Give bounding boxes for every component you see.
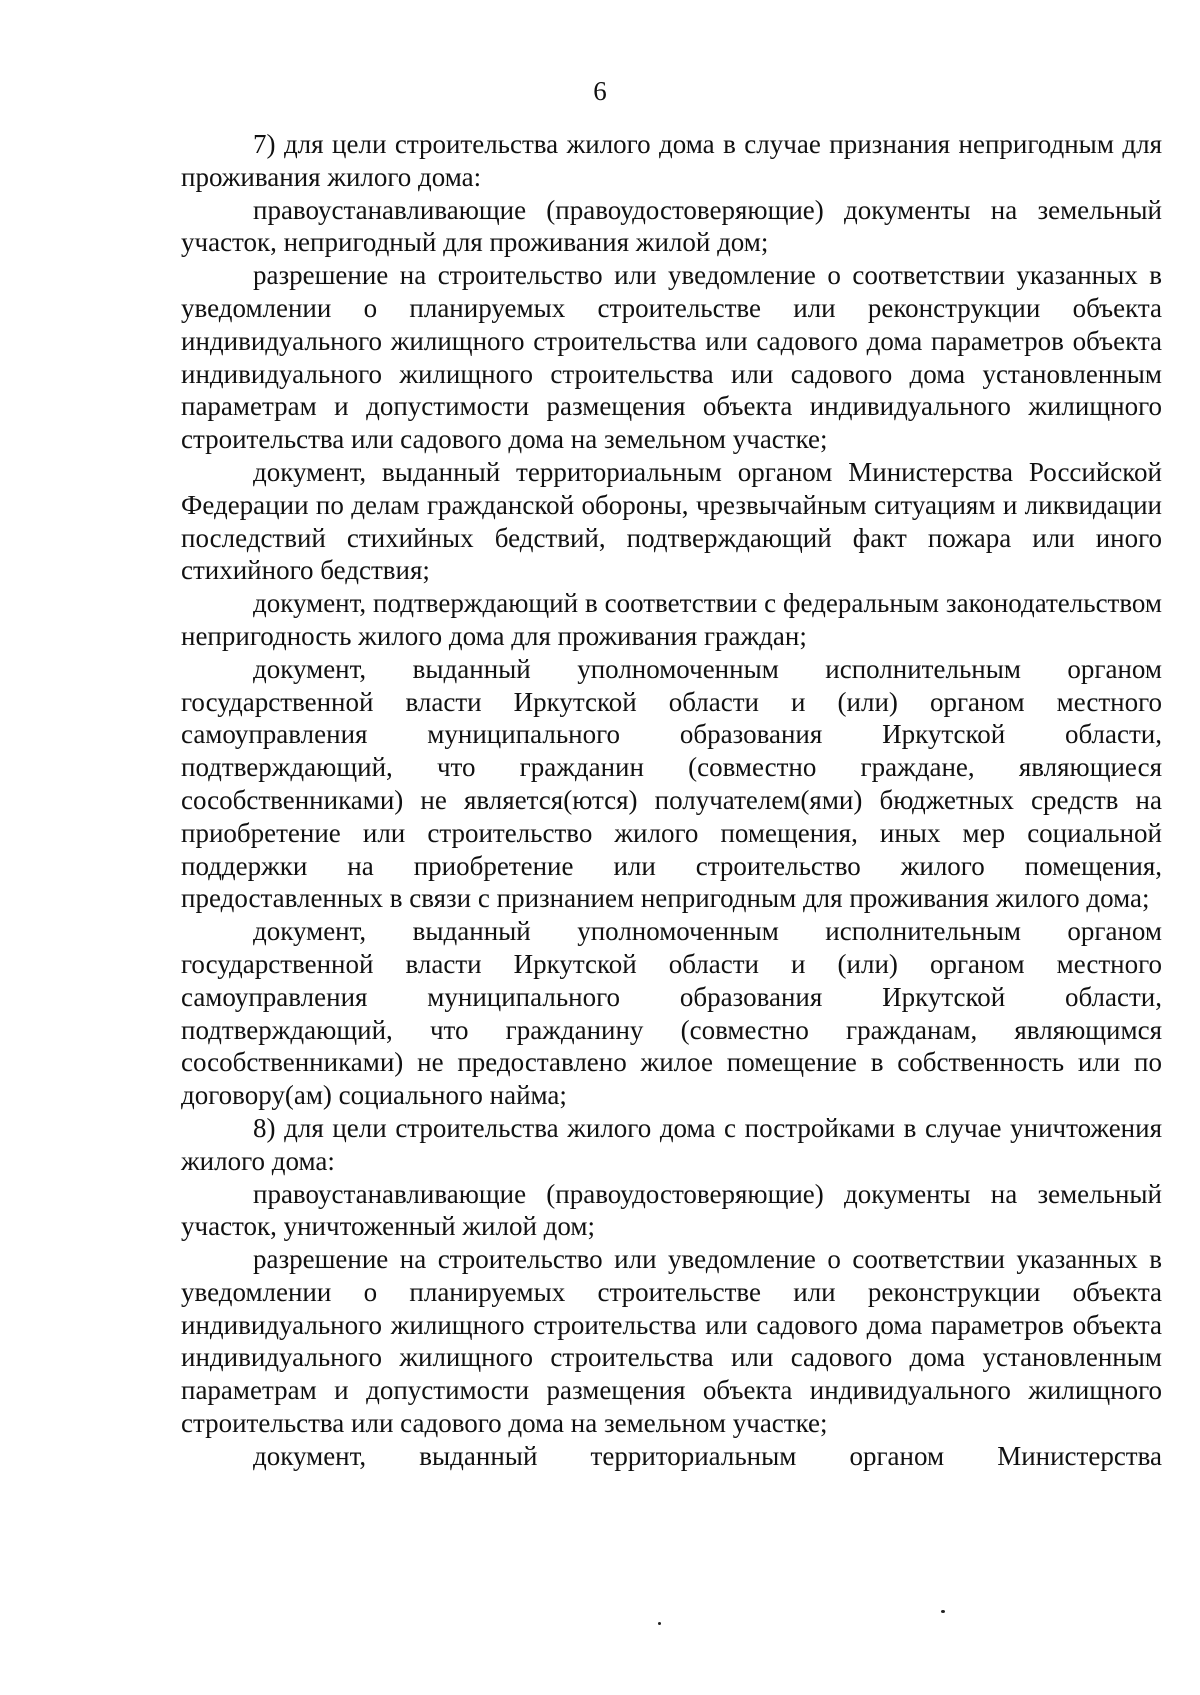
page-number: 6 [593,76,607,106]
paragraph-no-housing-provided-document: документ, выданный уполномоченным исполнительным органом государственной власти Иркутской области и (или) органом местного самоуправления муниципального образования Иркутской области, подтверждающий, что гражданину (совместно гражданам, являющимся сособственниками) не предоставлено жилое помещение в собственность или по договору(ам) социального найма; [181,916,1162,1111]
paragraph-title-documents-destroyed: правоустанавливающие (правоудостоверяющие) документы на земельный участок, уничтоженный жилой дом; [181,1178,1162,1242]
paragraph-emergency-ministry-document: документ, выданный территориальным органом Министерства Российской Федерации по делам гражданской обороны, чрезвычайным ситуациям и ликвидации последствий стихийных бедствий, подтверждающий факт пожара или иного стихийного бедствия; [181,456,1162,586]
paragraph-title-documents: правоустанавливающие (правоудостоверяющие) документы на земельный участок, непригодный для проживания жилой дом; [181,194,1162,258]
scan-speck [941,1610,945,1613]
paragraph-item-8: 8) для цели строительства жилого дома с постройками в случае уничтожения жилого дома: [181,1112,1162,1176]
paragraph-no-budget-funds-document: документ, выданный уполномоченным исполнительным органом государственной власти Иркутской области и (или) органом местного самоуправления муниципального образования Иркутской области, подтверждающий, что гражданин (совместно граждане, являющиеся сособственниками) не является(ются) получателем(ями) бюджетных средств на приобретение или строительство жилого помещения, иных мер социальной поддержки на приобретение или строительство жилого помещения, предоставленных в связи с признанием непригодным для проживания жилого дома; [181,653,1162,914]
paragraph-item-7: 7) для цели строительства жилого дома в случае признания непригодным для проживания жилого дома: [181,129,1162,192]
paragraph-unfitness-document: документ, подтверждающий в соответствии с федеральным законодательством непригодность жилого дома для проживания граждан; [181,588,1162,651]
document-body [181,128,1162,1473]
paragraph-building-permit: разрешение на строительство или уведомление о соответствии указанных в уведомлении о планируемых строительстве или реконструкции объекта индивидуального жилищного строительства или садового дома параметров объекта индивидуального жилищного строительства или садового дома установленным параметрам и допустимости размещения объекта индивидуального жилищного строительства или садового дома на земельном участке; [181,260,1162,455]
paragraph-emergency-ministry-document-continued: документ, выданный территориальным органом Министерства [253,1440,1162,1471]
scan-speck [658,1622,661,1625]
paragraph-building-permit-2: разрешение на строительство или уведомление о соответствии указанных в уведомлении о планируемых строительстве или реконструкции объекта индивидуального жилищного строительства или садового дома параметров объекта индивидуального жилищного строительства или садового дома установленным параметрам и допустимости размещения объекта индивидуального жилищного строительства или садового дома на земельном участке; [181,1244,1162,1439]
